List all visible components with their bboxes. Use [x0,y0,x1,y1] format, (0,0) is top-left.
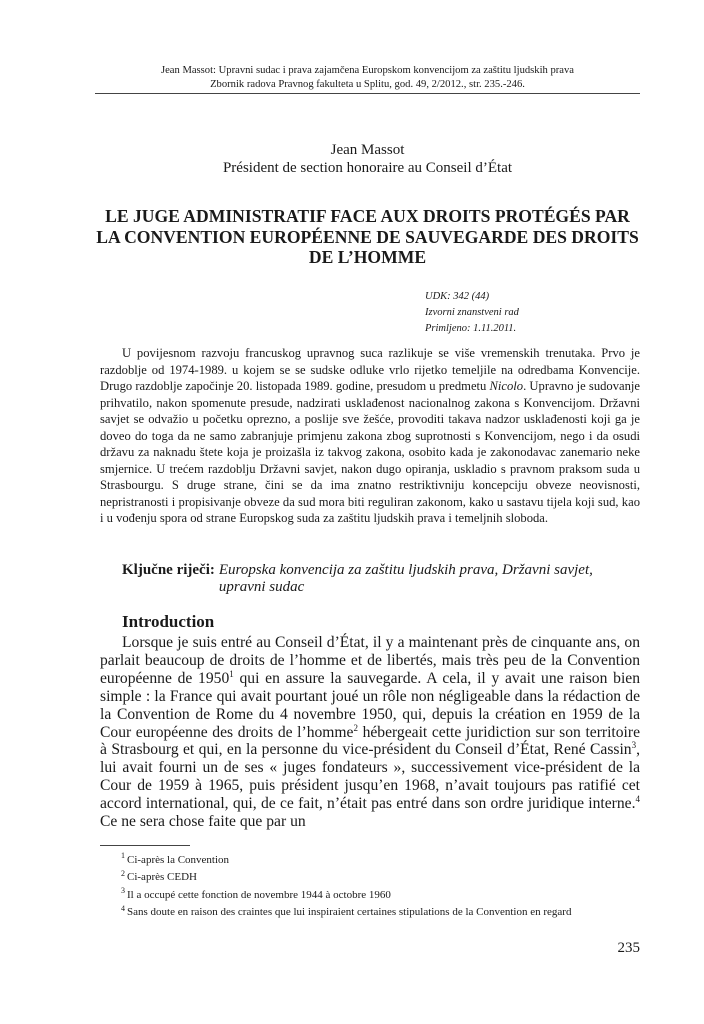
footnote-text: Il a occupé cette fonction de novembre 1944 à octobre 1960 [127,888,391,901]
abstract [100,345,640,527]
footnote-ref-1: 1 [229,668,234,679]
footnote-text: Sans doute en raison des craintes que lui inspiraient certaines stipulations de la Convention en regard [127,906,572,919]
author-block [95,141,640,177]
body-text-3: hébergeait cette juridiction sur son territoire à Strasbourg et qui, en la personne du vice-président du Conseil d’État, René Cassin [100,723,640,759]
section-heading: Introduction [122,612,215,631]
page-number: 235 [617,940,640,956]
body-text-5: Ce ne sera chose faite que par un [100,813,306,831]
body-text-2: qui en assure la sauvegarde. A cela, il y avait une raison bien simple : la France qui avait pourtant joué un rôle non négligeable dans la rédaction de la Convention de Rome du 4 novembre 1950, qui, depuis la création en 1959 de la Cour européenne des droits de l’homme [100,669,640,741]
running-header [95,64,640,92]
footnotes [121,852,651,922]
keywords-text: Europska konvencija za zaštitu ljudskih prava, Državni savjet, upravni sudac [218,562,593,595]
footnote-text: Ci-après CEDH [127,871,197,884]
footnote-4 [121,904,651,921]
running-header-line-1: Jean Massot: Upravni sudac i prava zajamčena Europskom konvencijom za zaštitu ljudskih prava [160,65,575,76]
footnote-text: Ci-après la Convention [127,854,230,866]
footnote-rule [100,845,190,846]
author-position: Président de section honoraire au Conseil d’État [222,160,513,176]
author-name: Jean Massot [330,142,405,158]
running-header-line-2: Zbornik radova Pravnog fakulteta u Splitu, god. 49, 2/2012., str. 235.-246. [210,79,525,90]
body-text-4: , lui avait fourni un de ses « juges fondateurs », successivement vice-président de la Cour de 1959 à 1965, puis président jusqu’en 1968, n’avait toujours pas ratifié cet accord international, qui, de ce fait, n’était pas entré dans son ordre juridique interne. [100,741,640,813]
footnote-3 [121,887,651,904]
body-text-1: Lorsque je suis entré au Conseil d’État, il y a maintenant près de cinquante ans, on parlait beaucoup de droits de l’homme et de libertés, mais très peu de la Convention européenne de 1950 [100,634,640,687]
received-date: Primljeno: 1.11.2011. [425,323,517,334]
keywords [122,562,642,596]
body-paragraph [100,634,640,831]
footnote-number: 3 [121,886,125,896]
keywords-label: Ključne riječi: [122,562,215,578]
article-title: LE JUGE ADMINISTRATIF FACE AUX DROITS PROTÉGÉS PAR LA CONVENTION EUROPÉENNE DE SAUVEGARDE DES DROITS DE L’HOMME [96,206,639,267]
article-type: Izvorni znanstveni rad [425,307,519,318]
footnote-2 [121,869,651,886]
abstract-text-2: . Upravno je sudovanje prihvatilo, nakon spomenute presude, nadzirati usklađenost nacionalnog zakona s Konvencijom. Državni savjet se odvažio u početku oprezno, a poslije sve žešće, provoditi takava nadzor usklađenosti koji ga je doveo do toga da ne samo zabranjuje primjenu zakona zbog suprotnosti s Konvencijom, nego i da osudi državu za naknadu štete koja je proizašla iz takvog zakona, osobito kada je zakonodavac zanemario neke smjernice. U trećem razdoblju Državni savjet, nakon dugo opiranja, uskladio s pravnom praksom suda u Strasbourgu. S druge strane, čini se da ima znatno restriktivniju koncepciju obveze neovisnosti, nepristranosti i propisivanje obveze da sud mora biti reguliran zakonom, kako u sastavu tijela koji sud, kao i u vođenju spora od strane Europskog suda za zaštitu ljudskih prava i temeljnih sloboda. [100,379,640,525]
article-metadata [425,289,519,337]
footnote-number: 4 [121,903,125,913]
footnote-ref-4: 4 [635,793,640,804]
footnote-ref-2: 2 [353,722,358,733]
udk-code: UDK: 342 (44) [425,291,490,302]
footnote-1 [121,852,651,869]
footnote-ref-3: 3 [631,740,637,751]
header-rule [95,93,640,94]
abstract-case-name: Nicolo [489,379,524,393]
abstract-text-1: U povijesnom razvoju francuskog upravnog suca razlikuje se više vremenskih trenutaka. Prvo je razdoblje od 1974-1989. u kojem se se sudske odluke vrlo rijetko temeljile na odredbama Konvencije. Drugo razdoblje započinje 20. listopada 1989. godine, presudom u predmetu [100,346,640,393]
footnote-number: 2 [121,868,125,878]
footnote-number: 1 [121,851,125,861]
